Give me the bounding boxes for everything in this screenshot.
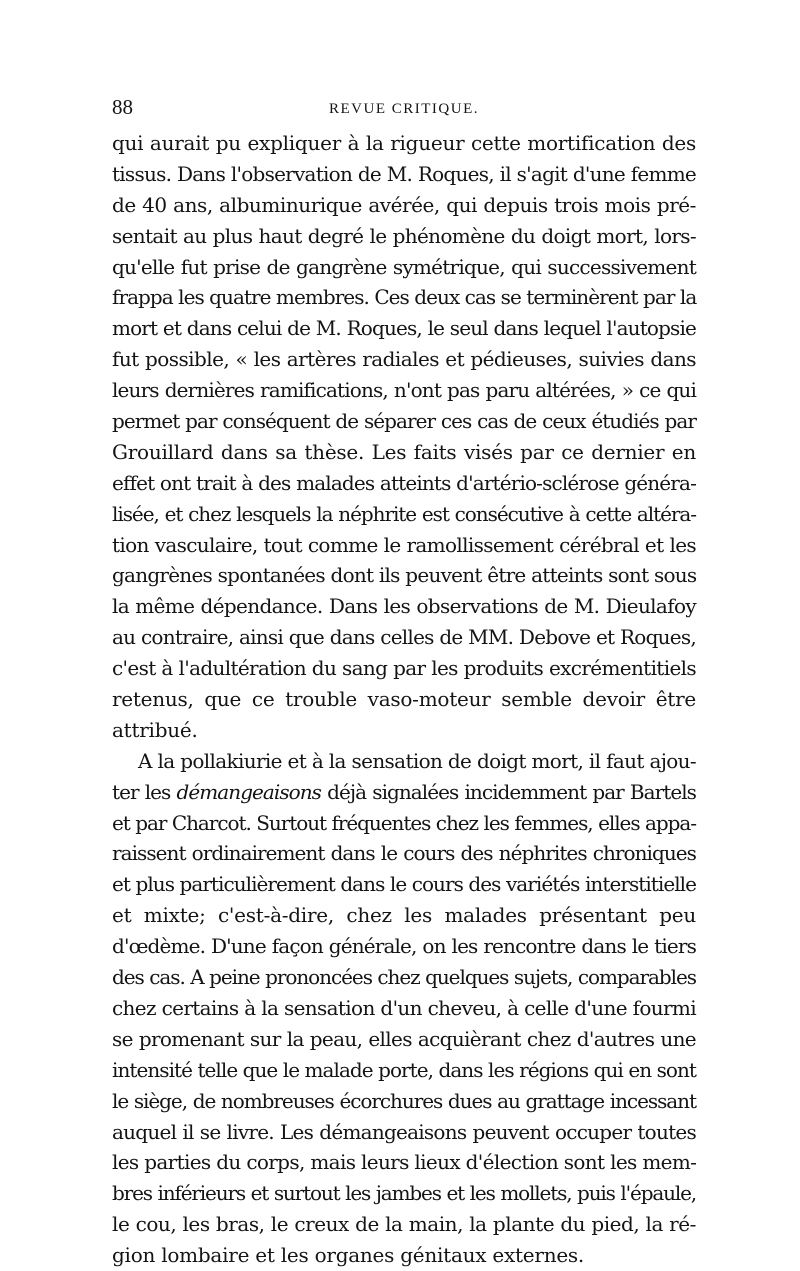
paragraph-start-line: A la pollakiurie et à la sensation de doigt mort, il faut ajou- xyxy=(138,748,697,773)
text-line: Grouillard dans sa thèse. Les faits visés par ce dernier en xyxy=(112,439,696,464)
text-line: le siège, de nombreuses écorchures dues au grattage incessant xyxy=(112,1088,696,1113)
text-line: et plus particulièrement dans le cours des variétés interstitielle xyxy=(112,872,696,897)
text-line: c'est à l'adultération du sang par les produits excrémentitiels xyxy=(112,656,696,681)
text-line: qu'elle fut prise de gangrène symétrique, qui successivement xyxy=(112,254,696,279)
italic-term: démangeaisons xyxy=(176,779,321,804)
paragraph-end-line: gion lombaire et les organes génitaux externes. xyxy=(112,1243,585,1268)
text-line: frappa les quatre membres. Ces deux cas se terminèrent par la xyxy=(112,285,697,310)
text-line: effet ont trait à des malades atteints d'artério-sclérose généra- xyxy=(112,470,696,495)
text-line: retenus, que ce trouble vaso-moteur semble devoir être xyxy=(112,687,696,712)
text-line: mort et dans celui de M. Roques, le seul dans lequel l'autopsie xyxy=(112,316,696,341)
text-segment: ter les xyxy=(112,779,171,804)
text-line: les parties du corps, mais leurs lieux d'élection sont les mem- xyxy=(112,1150,697,1175)
text-line: et mixte; c'est-à-dire, chez les malades présentant peu xyxy=(112,903,696,928)
text-line: qui aurait pu expliquer à la rigueur cette mortification des xyxy=(112,131,696,155)
text-line: permet par conséquent de séparer ces cas de ceux étudiés par xyxy=(112,409,696,434)
text-line-with-italic xyxy=(112,777,696,808)
text-line: bres inférieurs et surtout les jambes et les mollets, puis l'épaule, xyxy=(112,1181,696,1206)
text-line: tissus. Dans l'observation de M. Roques, il s'agit d'une femme xyxy=(112,161,696,186)
page-number: 88 xyxy=(112,95,133,119)
text-line: se promenant sur la peau, elles acquièrant chez d'autres une xyxy=(112,1026,696,1051)
text-line: de 40 ans, albuminurique avérée, qui depuis trois mois pré- xyxy=(112,192,696,217)
text-line: la même dépendance. Dans les observations de M. Dieulafoy xyxy=(112,594,696,619)
text-line: fut possible, « les artères radiales et pédieuses, suivies dans xyxy=(112,347,696,372)
running-head: REVUE CRITIQUE. xyxy=(329,101,479,117)
text-line: des cas. A peine prononcées chez quelques sujets, comparables xyxy=(112,965,696,990)
text-line: le cou, les bras, le creux de la main, la plante du pied, la ré- xyxy=(112,1212,696,1237)
page-header xyxy=(112,92,696,122)
text-line: chez certains à la sensation d'un cheveu, à celle d'une fourmi xyxy=(112,995,696,1020)
body-text xyxy=(112,128,696,1271)
text-line: lisée, et chez lesquels la néphrite est consécutive à cette altéra- xyxy=(112,501,696,526)
text-line: sentait au plus haut degré le phénomène du doigt mort, lors- xyxy=(112,223,696,248)
text-line: intensité telle que le malade porte, dans les régions qui en sont xyxy=(112,1057,696,1082)
text-line: au contraire, ainsi que dans celles de MM. Debove et Roques, xyxy=(112,625,696,650)
text-line: tion vasculaire, tout comme le ramollissement cérébral et les xyxy=(112,532,696,557)
text-line: et par Charcot. Surtout fréquentes chez les femmes, elles appa- xyxy=(112,810,696,835)
paragraph-end-line: attribué. xyxy=(112,717,198,742)
text-segment: déjà signalées incidemment par Bartels xyxy=(327,779,696,804)
text-line: raissent ordinairement dans le cours des néphrites chroniques xyxy=(112,841,696,866)
text-line: auquel il se livre. Les démangeaisons peuvent occuper toutes xyxy=(112,1119,696,1144)
text-line: leurs dernières ramifications, n'ont pas paru altérées, » ce qui xyxy=(112,378,696,403)
text-line: gangrènes spontanées dont ils peuvent être atteints sont sous xyxy=(112,563,697,588)
text-line: d'œdème. D'une façon générale, on les rencontre dans le tiers xyxy=(112,934,696,959)
